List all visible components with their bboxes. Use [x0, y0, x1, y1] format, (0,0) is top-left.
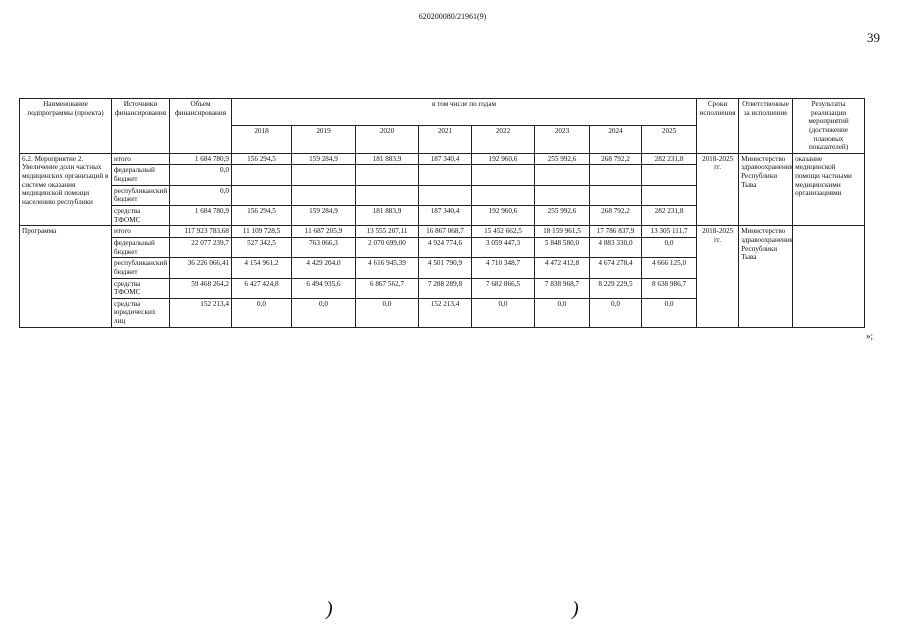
year-value-cell: 3 059 447,3	[472, 237, 535, 257]
year-value-cell: 159 284,9	[292, 206, 356, 226]
header-year: 2020	[356, 126, 419, 153]
total-cell: 1 684 780,9	[170, 153, 232, 165]
total-cell: 59 468 264,2	[170, 278, 232, 298]
header-volume: Объем финансирования	[170, 99, 232, 154]
total-cell: 0,0	[170, 185, 232, 205]
header-terms: Сроки исполнения	[697, 99, 739, 154]
year-value-cell: 763 066,3	[292, 237, 356, 257]
year-value-cell: 159 284,9	[292, 153, 356, 165]
year-value-cell	[356, 165, 419, 185]
responsible-cell: Министерство здравоохранения Республики Тыва	[739, 226, 793, 327]
table-row	[20, 153, 865, 165]
year-value-cell: 282 231,8	[642, 153, 697, 165]
year-value-cell: 13 555 207,11	[356, 226, 419, 238]
page-number: 39	[867, 30, 880, 45]
year-value-cell: 4 472 412,8	[535, 258, 590, 278]
year-value-cell: 8 229 229,5	[590, 278, 642, 298]
responsible-cell: Министерство здравоохранения Республики Тыва	[739, 153, 793, 225]
financing-table	[19, 98, 865, 328]
year-value-cell: 4 429 204,0	[292, 258, 356, 278]
year-value-cell: 11 109 728,5	[232, 226, 292, 238]
year-value-cell	[535, 165, 590, 185]
year-value-cell	[590, 185, 642, 205]
header-name: Наименование подпрограммы (проекта)	[20, 99, 112, 154]
year-value-cell: 6 494 935,6	[292, 278, 356, 298]
year-value-cell: 7 838 968,7	[535, 278, 590, 298]
source-cell: республиканский бюджет	[112, 185, 170, 205]
document-code: 620200080/21961(9)	[418, 12, 487, 21]
year-value-cell: 4 154 961,2	[232, 258, 292, 278]
year-value-cell: 4 616 945,39	[356, 258, 419, 278]
source-cell: итого	[112, 153, 170, 165]
year-value-cell: 4 501 790,9	[419, 258, 472, 278]
total-cell: 36 226 066,41	[170, 258, 232, 278]
year-value-cell	[472, 165, 535, 185]
year-value-cell	[292, 165, 356, 185]
year-value-cell: 0,0	[356, 298, 419, 327]
source-cell: федеральный бюджет	[112, 237, 170, 257]
year-value-cell: 4 674 278,4	[590, 258, 642, 278]
header-results: Результаты реализации мероприятий (достижение плановых показателей)	[793, 99, 865, 154]
year-value-cell: 268 792,2	[590, 153, 642, 165]
year-value-cell	[472, 185, 535, 205]
year-value-cell: 4 924 774,6	[419, 237, 472, 257]
year-value-cell: 8 638 986,7	[642, 278, 697, 298]
year-value-cell: 17 786 837,9	[590, 226, 642, 238]
year-value-cell: 527 342,5	[232, 237, 292, 257]
year-value-cell	[419, 165, 472, 185]
footer-mark-left: )	[326, 598, 333, 620]
year-value-cell: 0,0	[590, 298, 642, 327]
year-value-cell	[356, 185, 419, 205]
year-value-cell: 156 294,5	[232, 206, 292, 226]
year-value-cell: 0,0	[232, 298, 292, 327]
year-value-cell: 187 340,4	[419, 206, 472, 226]
year-value-cell: 187 340,4	[419, 153, 472, 165]
source-cell: республиканский бюджет	[112, 258, 170, 278]
header-year: 2024	[590, 126, 642, 153]
total-cell: 117 923 783,68	[170, 226, 232, 238]
header-year: 2018	[232, 126, 292, 153]
year-value-cell: 0,0	[642, 237, 697, 257]
header-source: Источники финансирования	[112, 99, 170, 154]
year-value-cell: 7 288 289,8	[419, 278, 472, 298]
year-value-cell	[292, 185, 356, 205]
year-value-cell	[232, 165, 292, 185]
year-value-cell: 0,0	[535, 298, 590, 327]
year-value-cell: 4 710 348,7	[472, 258, 535, 278]
year-value-cell	[642, 165, 697, 185]
year-value-cell	[535, 185, 590, 205]
year-value-cell: 15 452 662,5	[472, 226, 535, 238]
year-value-cell	[419, 185, 472, 205]
header-year: 2019	[292, 126, 356, 153]
year-value-cell: 156 294,5	[232, 153, 292, 165]
program-name-cell: Программа	[20, 226, 112, 327]
total-cell: 22 077 239,7	[170, 237, 232, 257]
source-cell: средства юридических лиц	[112, 298, 170, 327]
year-value-cell: 0,0	[292, 298, 356, 327]
header-years-group: в том числе по годам	[232, 99, 697, 126]
result-cell	[793, 226, 865, 327]
source-cell: средства ТФОМС	[112, 206, 170, 226]
header-year: 2022	[472, 126, 535, 153]
header-year: 2025	[642, 126, 697, 153]
header-responsible: Ответственные за исполнение	[739, 99, 793, 154]
year-value-cell: 282 231,8	[642, 206, 697, 226]
table-row	[20, 226, 865, 238]
year-value-cell: 0,0	[472, 298, 535, 327]
year-value-cell: 2 070 699,00	[356, 237, 419, 257]
year-value-cell: 192 960,6	[472, 153, 535, 165]
header-year: 2023	[535, 126, 590, 153]
program-name-cell: 6.2. Мероприятие 2. Увеличение доли частных медицинских организаций в системе оказания медицинской помощи населению республики	[20, 153, 112, 225]
year-value-cell: 4 883 330,0	[590, 237, 642, 257]
year-value-cell: 7 682 866,5	[472, 278, 535, 298]
closing-quote: »;	[866, 331, 874, 341]
year-value-cell: 16 867 068,7	[419, 226, 472, 238]
year-value-cell	[232, 185, 292, 205]
header-year: 2021	[419, 126, 472, 153]
year-value-cell: 255 992,6	[535, 206, 590, 226]
year-value-cell: 192 960,6	[472, 206, 535, 226]
result-cell: оказание медицинской помощи частными медицинскими организациями	[793, 153, 865, 225]
terms-cell: 2018-2025 гг.	[697, 153, 739, 225]
year-value-cell: 181 883,9	[356, 153, 419, 165]
year-value-cell: 255 992,6	[535, 153, 590, 165]
year-value-cell: 268 792,2	[590, 206, 642, 226]
source-cell: итого	[112, 226, 170, 238]
year-value-cell	[590, 165, 642, 185]
year-value-cell: 5 848 580,0	[535, 237, 590, 257]
year-value-cell: 13 305 111,7	[642, 226, 697, 238]
year-value-cell: 181 883,9	[356, 206, 419, 226]
year-value-cell: 11 687 205,9	[292, 226, 356, 238]
total-cell: 152 213,4	[170, 298, 232, 327]
year-value-cell: 18 159 961,5	[535, 226, 590, 238]
year-value-cell	[642, 185, 697, 205]
total-cell: 1 684 780,9	[170, 206, 232, 226]
terms-cell: 2018-2025 гг.	[697, 226, 739, 327]
year-value-cell: 6 427 424,8	[232, 278, 292, 298]
total-cell: 0,0	[170, 165, 232, 185]
source-cell: средства ТФОМС	[112, 278, 170, 298]
year-value-cell: 4 666 125,0	[642, 258, 697, 278]
year-value-cell: 6 867 562,7	[356, 278, 419, 298]
year-value-cell: 152 213,4	[419, 298, 472, 327]
source-cell: федеральный бюджет	[112, 165, 170, 185]
year-value-cell: 0,0	[642, 298, 697, 327]
footer-mark-right: )	[572, 598, 579, 620]
